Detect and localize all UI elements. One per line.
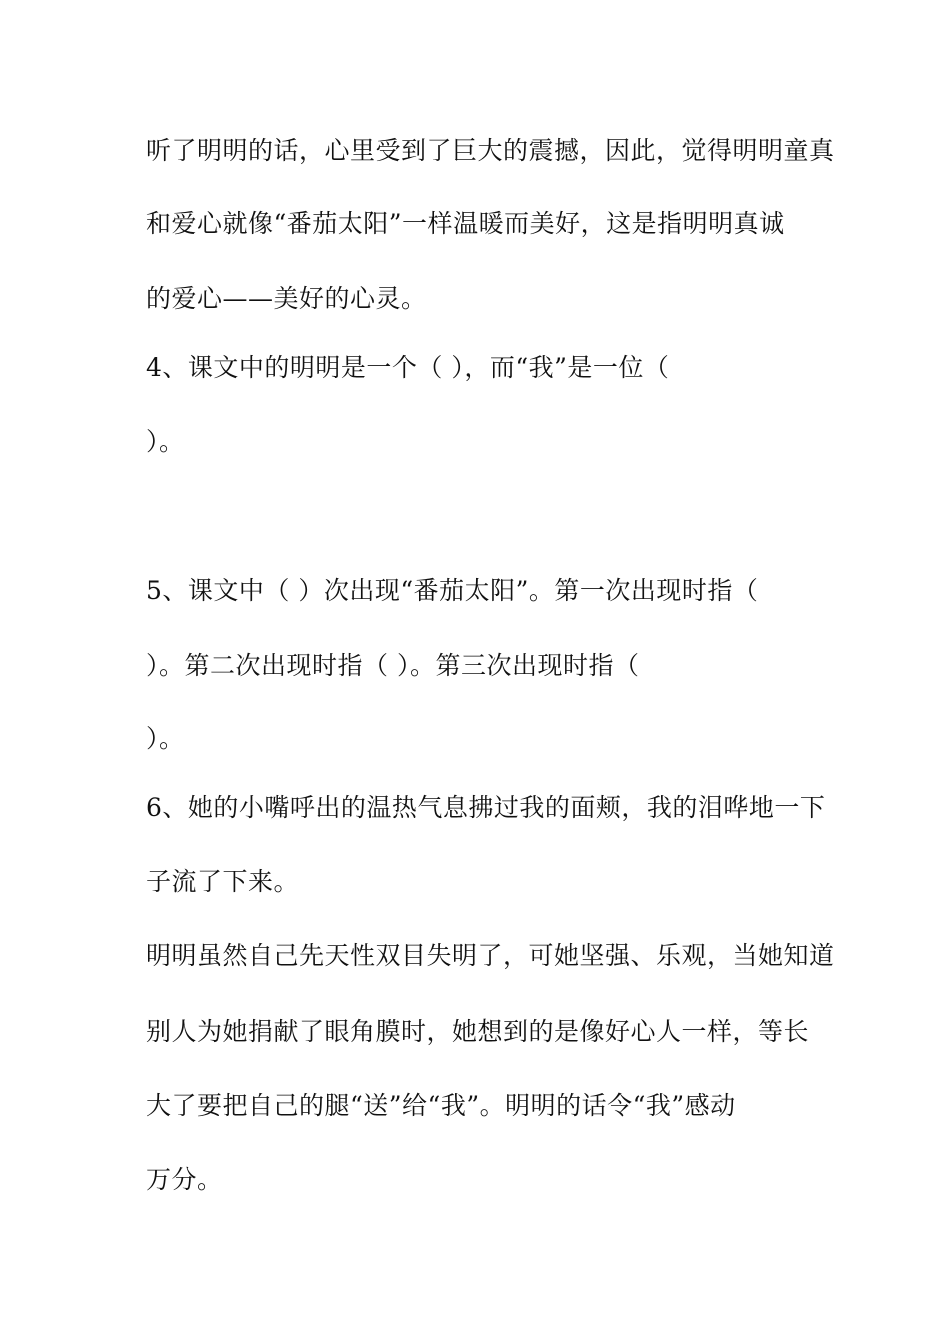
question-6-line-2: 子流了下来。: [146, 867, 300, 896]
paragraph-line-1: 听了明明的话，心里受到了巨大的震撼，因此，觉得明明童真: [146, 136, 835, 165]
paragraph-line-3: 的爱心——美好的心灵。: [146, 284, 427, 313]
question-5-line-3: ）。: [146, 724, 185, 753]
question-4-line-1: 4、课文中的明明是一个（ ），而“我”是一位（: [146, 353, 670, 382]
answer-line-4: 万分。: [146, 1165, 223, 1194]
question-6-line-1: 6、她的小嘴呼出的温热气息拂过我的面颊，我的泪哗地一下: [146, 793, 826, 822]
answer-line-3: 大了要把自己的腿“送”给“我”。明明的话令“我”感动: [146, 1091, 736, 1120]
question-5-line-1: 5、课文中（ ）次出现“番茄太阳”。第一次出现时指（: [146, 576, 759, 605]
answer-line-1: 明明虽然自己先天性双目失明了，可她坚强、乐观，当她知道: [146, 941, 835, 970]
question-5-line-2: ）。第二次出现时指（ ）。第三次出现时指（: [146, 651, 640, 680]
paragraph-line-2: 和爱心就像“番茄太阳”一样温暖而美好，这是指明明真诚: [146, 209, 785, 238]
question-4-line-2: ）。: [146, 427, 185, 456]
answer-line-2: 别人为她捐献了眼角膜时，她想到的是像好心人一样，等长: [146, 1017, 810, 1046]
